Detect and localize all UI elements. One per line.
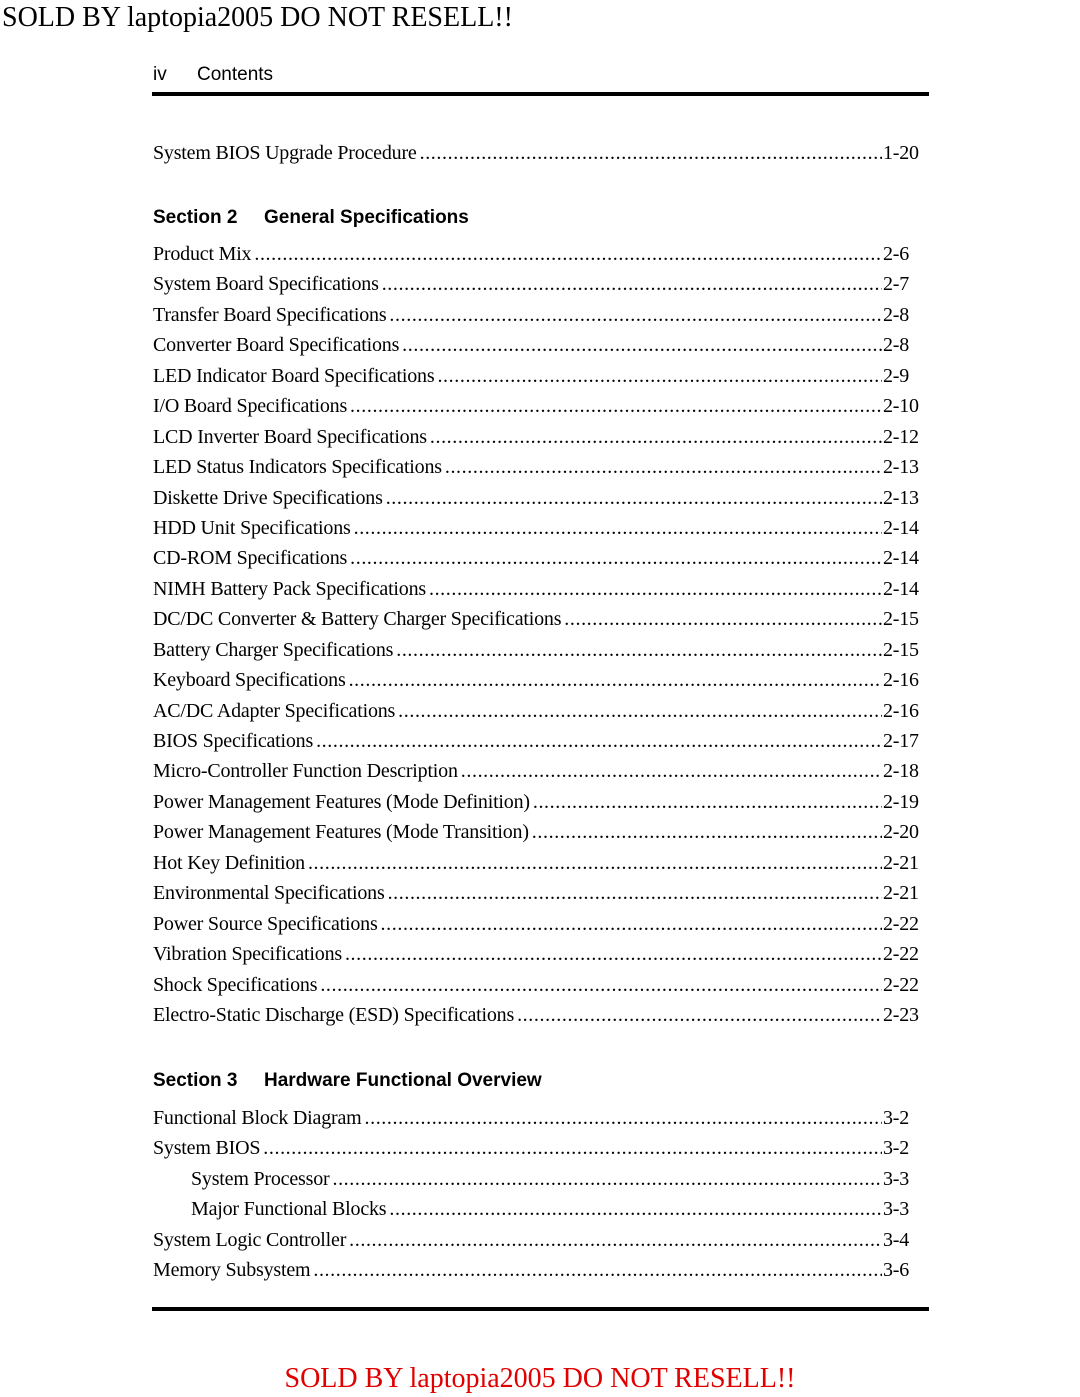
dot-leader [305, 848, 882, 878]
toc-entry[interactable] [153, 1000, 923, 1030]
toc-entry-title: BIOS Specifications [153, 730, 314, 752]
toc-entry-page: 2-15 [883, 608, 919, 631]
toc-entry-title: Electro-Static Discharge (ESD) Specifications [153, 1003, 515, 1026]
toc-entry-title: Diskette Drive Specifications [153, 486, 383, 509]
page-number: iv [153, 64, 167, 85]
toc-entry-title: Transfer Board Specifications [153, 303, 387, 326]
toc-entry[interactable] [153, 970, 923, 1000]
toc-entry[interactable] [153, 1103, 923, 1133]
toc-entry-page: 2-16 [883, 669, 919, 692]
toc-entry[interactable] [153, 1164, 923, 1194]
watermark-bottom: SOLD BY laptopia2005 DO NOT RESELL!! [284, 1363, 796, 1394]
toc-entry-title: Power Source Specifications [153, 912, 378, 935]
toc-entry-title: Power Management Features (Mode Transition) [153, 821, 529, 844]
toc-entry-page: 2-18 [883, 760, 919, 783]
toc-entry-page: 2-6 [883, 243, 910, 265]
dot-leader [386, 1194, 882, 1224]
toc-entry-title: Hot Key Definition [153, 851, 305, 874]
toc-entry-page: 2-12 [883, 425, 919, 448]
dot-leader [442, 452, 882, 482]
toc-entry-title: Memory Subsystem [153, 1259, 311, 1282]
dot-leader [385, 878, 882, 908]
dot-leader [417, 138, 882, 168]
page-header [153, 63, 273, 87]
toc-entry[interactable] [153, 1133, 923, 1163]
toc-entry-page: 3-6 [883, 1259, 910, 1282]
toc-entry-page: 3-3 [883, 1167, 910, 1190]
toc-entry[interactable] [153, 848, 923, 878]
dot-leader [399, 330, 882, 360]
toc-entry[interactable] [153, 878, 923, 908]
toc-entry-page: 2-19 [883, 790, 919, 813]
toc-entry[interactable] [153, 422, 923, 452]
toc-entry-title: System BIOS Upgrade Procedure [153, 142, 417, 164]
toc-entry[interactable] [153, 300, 923, 330]
dot-leader [426, 574, 882, 604]
toc-entry-page: 2-15 [883, 638, 919, 661]
toc-entry-page: 2-22 [883, 973, 919, 996]
toc-entry[interactable] [153, 787, 923, 817]
dot-leader [561, 604, 882, 634]
dot-leader [342, 939, 882, 969]
section-3-heading [153, 1069, 542, 1093]
section-2-heading [153, 206, 469, 230]
toc-entry[interactable] [153, 543, 923, 573]
toc-entry-page: 2-7 [883, 273, 910, 296]
toc-entry-title: AC/DC Adapter Specifications [153, 699, 396, 722]
toc-entry[interactable] [153, 756, 923, 786]
toc-entry-page: 2-16 [883, 699, 919, 722]
toc-entry-title: Micro-Controller Function Description [153, 760, 458, 783]
dot-leader [313, 726, 882, 756]
toc-entry-page: 3-4 [883, 1228, 910, 1251]
toc-entry-title: Keyboard Specifications [153, 669, 346, 692]
header-rule [152, 92, 929, 96]
section-title: General Specifications [264, 207, 469, 228]
toc-entry-page: 2-22 [883, 943, 919, 966]
toc-entry-page: 2-22 [883, 912, 919, 935]
dot-leader [317, 970, 882, 1000]
dot-leader [351, 513, 882, 543]
toc-entry-title: Major Functional Blocks [191, 1198, 387, 1221]
dot-leader [346, 1225, 882, 1255]
toc-entry-title: LED Indicator Board Specifications [153, 364, 435, 387]
toc-section-3 [153, 1103, 923, 1286]
toc-entry[interactable] [153, 604, 923, 634]
dot-leader [427, 422, 882, 452]
watermark-top: SOLD BY laptopia2005 DO NOT RESELL!! [2, 2, 513, 33]
dot-leader [514, 1000, 882, 1030]
toc-entry-page: 1-20 [883, 142, 919, 164]
toc-entry-title: System BIOS [153, 1137, 261, 1160]
toc-entry-title: LCD Inverter Board Specifications [153, 425, 427, 448]
dot-leader [347, 543, 882, 573]
dot-leader [251, 239, 882, 269]
toc-entry-title: Functional Block Diagram [153, 1107, 362, 1129]
toc-entry[interactable] [153, 1225, 923, 1255]
toc-entry-title: System Processor [191, 1167, 330, 1190]
dot-leader [379, 269, 882, 299]
toc-entry-title: Shock Specifications [153, 973, 318, 996]
toc-entry-page: 2-8 [883, 303, 910, 326]
toc-entry[interactable] [153, 665, 923, 695]
toc-entry-page: 2-23 [883, 1003, 919, 1026]
toc-section-2 [153, 239, 923, 1030]
toc-entry-page: 2-10 [883, 395, 919, 418]
toc-entry-page: 2-14 [883, 577, 919, 600]
footer-rule [152, 1307, 929, 1311]
toc-entry-title: I/O Board Specifications [153, 395, 348, 418]
dot-leader [260, 1133, 882, 1163]
dot-leader [346, 665, 882, 695]
toc-entry[interactable] [153, 391, 923, 421]
toc-entry-page: 3-3 [883, 1198, 910, 1221]
toc-entry[interactable] [153, 330, 923, 360]
toc-entry-title: Power Management Features (Mode Definition) [153, 790, 530, 813]
toc-entry-title: NIMH Battery Pack Specifications [153, 577, 426, 600]
toc-entry-title: Product Mix [153, 243, 252, 265]
section-title: Hardware Functional Overview [264, 1070, 542, 1091]
toc-entry-page: 2-13 [883, 456, 919, 479]
toc-entry-title: System Logic Controller [153, 1228, 347, 1251]
toc-entry-page: 2-9 [883, 364, 910, 387]
dot-leader [530, 787, 882, 817]
dot-leader [529, 817, 882, 847]
toc-entry-page: 2-21 [883, 851, 919, 874]
toc-entry-title: Environmental Specifications [153, 882, 385, 905]
toc-entry[interactable] [153, 361, 923, 391]
toc-entry-page: 2-14 [883, 547, 919, 570]
toc-entry-title: CD-ROM Specifications [153, 547, 348, 570]
toc-entry[interactable] [153, 269, 923, 299]
toc-entry[interactable] [153, 138, 923, 168]
toc-entry-page: 2-20 [883, 821, 919, 844]
dot-leader [310, 1255, 882, 1285]
section-number: Section 2 [153, 207, 238, 228]
toc-entry-title: HDD Unit Specifications [153, 516, 351, 539]
toc-entry[interactable] [153, 1255, 923, 1285]
toc-entry-page: 3-2 [883, 1107, 910, 1129]
toc-entry[interactable] [153, 909, 923, 939]
dot-leader [383, 483, 882, 513]
header-title: Contents [197, 64, 274, 85]
toc-entry-page: 2-17 [883, 730, 919, 752]
dot-leader [362, 1103, 883, 1133]
toc-entry-page: 2-21 [883, 882, 919, 905]
dot-leader [458, 756, 882, 786]
toc-entry[interactable] [153, 1194, 923, 1224]
dot-leader [395, 696, 882, 726]
dot-leader [393, 635, 882, 665]
toc-entry-title: DC/DC Converter & Battery Charger Specifications [153, 608, 562, 631]
toc-entry[interactable] [153, 483, 923, 513]
dot-leader [378, 909, 882, 939]
toc-entry[interactable] [153, 513, 923, 543]
toc-entry[interactable] [153, 939, 923, 969]
toc-entry-page: 2-13 [883, 486, 919, 509]
toc-entry[interactable] [153, 726, 923, 756]
toc-entry-page: 3-2 [883, 1137, 910, 1160]
toc-entry[interactable] [153, 239, 923, 269]
toc-entry[interactable] [153, 574, 923, 604]
toc-entry-title: Battery Charger Specifications [153, 638, 394, 661]
toc-entry-title: LED Status Indicators Specifications [153, 456, 442, 479]
toc-entry[interactable] [153, 817, 923, 847]
section-number: Section 3 [153, 1070, 238, 1091]
toc-entry-page: 2-14 [883, 516, 919, 539]
dot-leader [434, 361, 882, 391]
toc-entry[interactable] [153, 452, 923, 482]
toc-intro [153, 138, 923, 168]
toc-entry-page: 2-8 [883, 334, 910, 357]
toc-entry-title: Converter Board Specifications [153, 334, 400, 357]
dot-leader [329, 1164, 882, 1194]
toc-entry-title: Vibration Specifications [153, 943, 342, 966]
toc-entry[interactable] [153, 635, 923, 665]
toc-entry-title: System Board Specifications [153, 273, 379, 296]
toc-entry[interactable] [153, 696, 923, 726]
dot-leader [386, 300, 882, 330]
dot-leader [347, 391, 882, 421]
